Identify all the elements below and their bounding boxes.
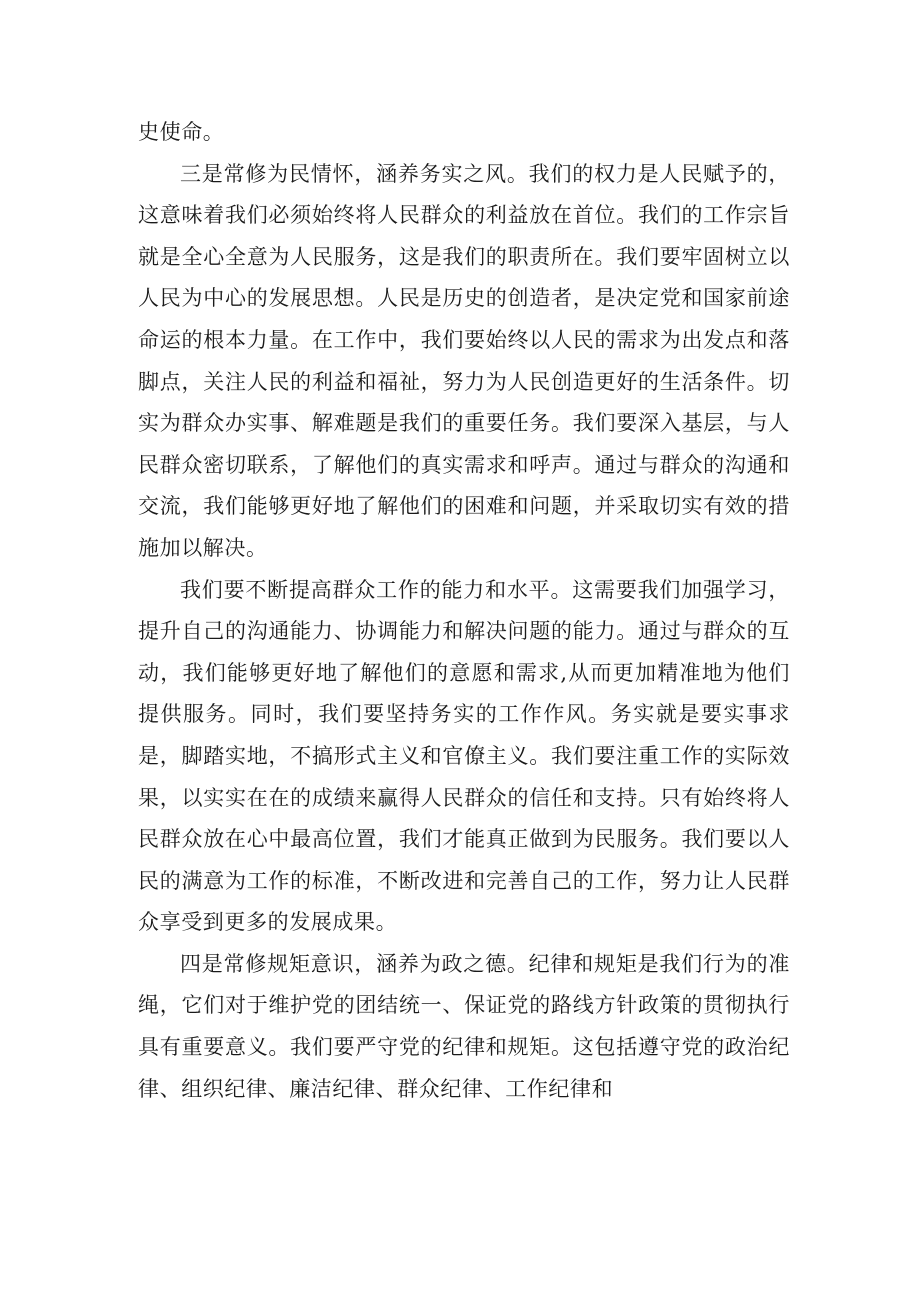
paragraph-3: 我们要不断提高群众工作的能力和水平。这需要我们加强学习，提升自己的沟通能力、协调能力和解决问题的能力。通过与群众的互动，我们能够更好地了解他们的意愿和需求,从而更加精准地为他们提供服务。同时，我们要坚持务实的工作作风。务实就是要实事求是，脚踏实地，不搞形式主义和官僚主义。我们要注重工作的实际效果，以实实在在的成绩来赢得人民群众的信任和支持。只有始终将人民群众放在心中最高位置，我们才能真正做到为民服务。我们要以人民的满意为工作的标准，不断改进和完善自己的工作，努力让人民群众享受到更多的发展成果。 [138, 577, 790, 935]
document-body [138, 112, 790, 1110]
paragraph-4: 四是常修规矩意识，涵养为政之德。纪律和规矩是我们行为的准绳，它们对于维护党的团结统一、保证党的路线方针政策的贯彻执行具有重要意义。我们要严守党的纪律和规矩。这包括遵守党的政治纪律、组织纪律、廉洁纪律、群众纪律、工作纪律和 [138, 951, 790, 1101]
paragraph-2: 三是常修为民情怀，涵养务实之风。我们的权力是人民赋予的，这意味着我们必须始终将人民群众的利益放在首位。我们的工作宗旨就是全心全意为人民服务，这是我们的职责所在。我们要牢固树立以人民为中心的发展思想。人民是历史的创造者，是决定党和国家前途命运的根本力量。在工作中，我们要始终以人民的需求为出发点和落脚点，关注人民的利益和福祉，努力为人民创造更好的生活条件。切实为群众办实事、解难题是我们的重要任务。我们要深入基层，与人民群众密切联系，了解他们的真实需求和呼声。通过与群众的沟通和交流，我们能够更好地了解他们的困难和问题，并采取切实有效的措施加以解决。 [138, 161, 790, 560]
paragraph-1: 史使命。 [138, 120, 225, 144]
